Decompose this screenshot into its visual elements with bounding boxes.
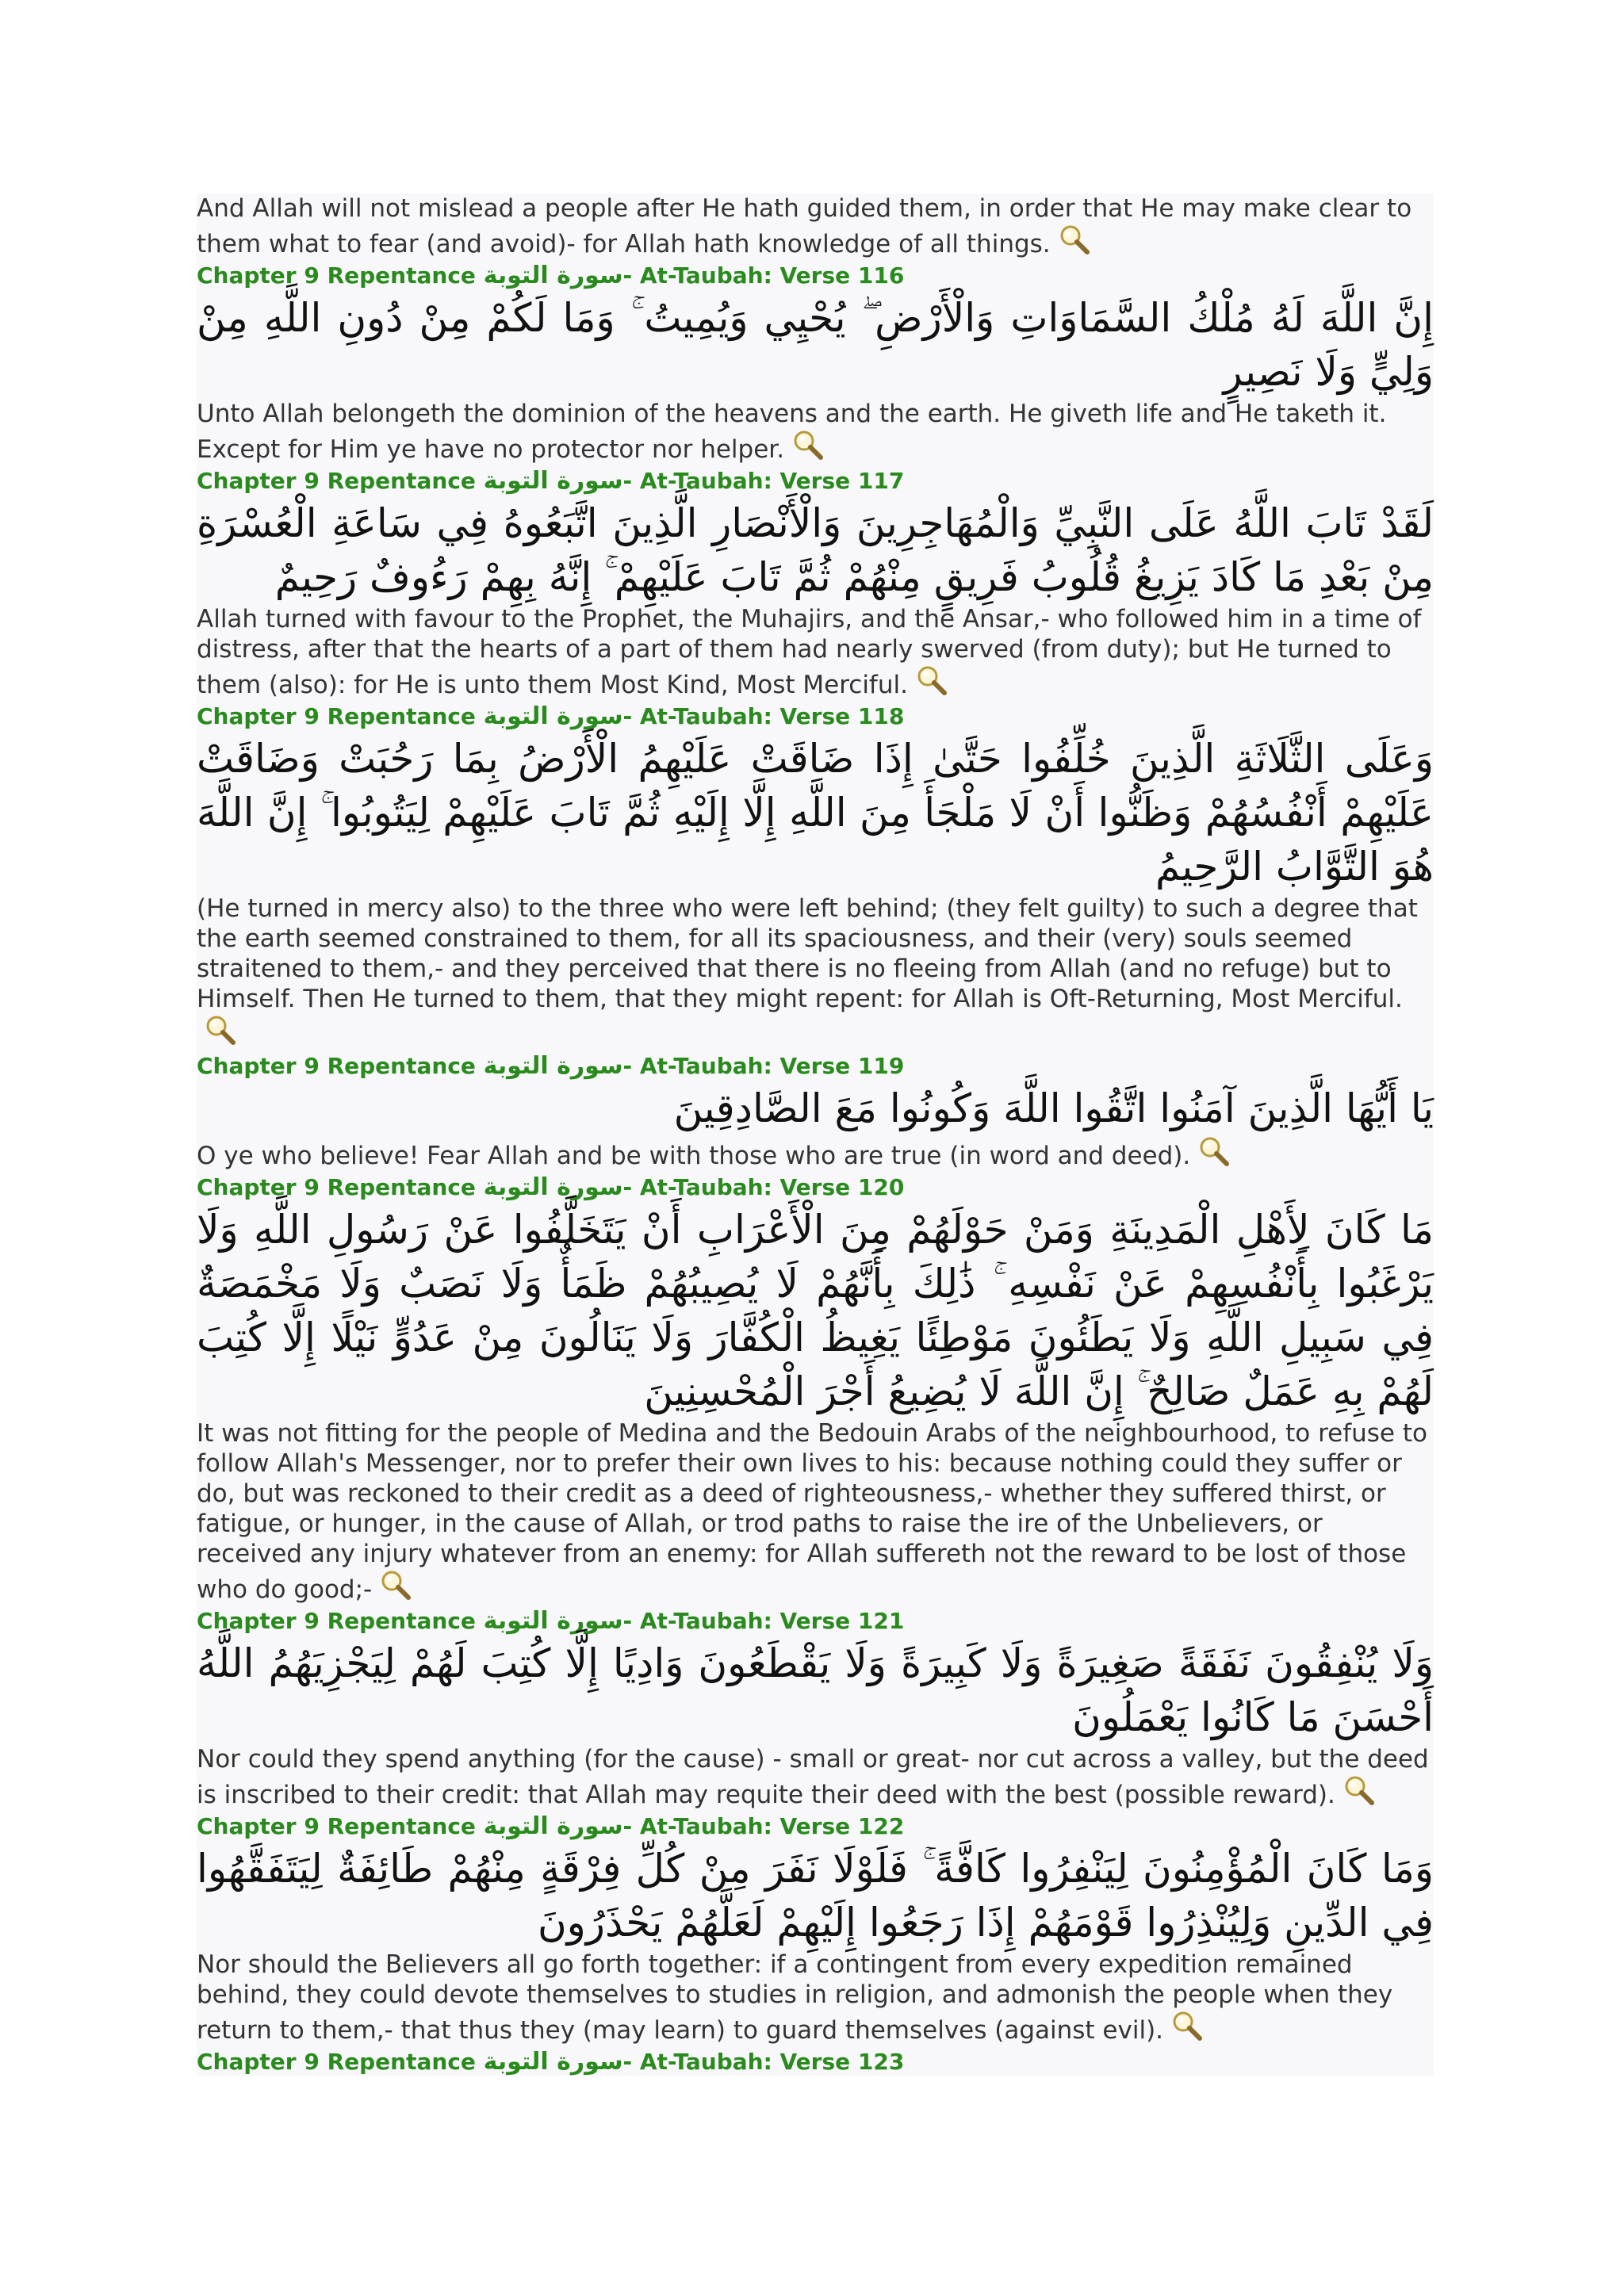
verse-number: 118 (857, 703, 905, 729)
surah-english-name: - At-Taubah: Verse (622, 1608, 851, 1634)
surah-english-name: - At-Taubah: Verse (622, 703, 851, 729)
magnifier-glyph (1171, 2010, 1203, 2042)
magnifier-icon[interactable] (205, 1014, 236, 1046)
verse-header (197, 1813, 1434, 1840)
verse-block (197, 1813, 1434, 2045)
surah-english-name: - At-Taubah: Verse (622, 262, 851, 289)
surah-english-name: - At-Taubah: Verse (622, 1174, 851, 1200)
chapter-label: Chapter 9 Repentance (197, 2049, 476, 2075)
magnifier-icon[interactable] (916, 664, 948, 696)
verse-translation (197, 1135, 1434, 1171)
intro-translation (197, 193, 1434, 259)
magnifier-icon[interactable] (1343, 1774, 1375, 1806)
verse-translation-text: Allah turned with favour to the Prophet, the Muhajirs, and the Ansar,- who followed him in a time of distress, after that the hearts of a part of them had nearly swerved (from duty); but He turned to them (also): for He is unto them Most Kind, Most Merciful. (197, 605, 1422, 699)
verse-number: 121 (857, 1608, 905, 1634)
verse-translation (197, 399, 1434, 465)
surah-english-name: - At-Taubah: Verse (622, 2049, 851, 2075)
chapter-label: Chapter 9 Repentance (197, 262, 476, 289)
verse-header (197, 1608, 1434, 1635)
surah-arabic-name: سورة التوبة (483, 2048, 623, 2076)
verse-translation (197, 894, 1434, 1050)
verse-block (197, 468, 1434, 700)
document-content (197, 193, 1434, 2076)
verse-number: 116 (857, 262, 905, 289)
magnifier-icon[interactable] (380, 1569, 412, 1601)
verse-number: 119 (857, 1053, 905, 1079)
verse-translation-text: Nor should the Believers all go forth together: if a contingent from every expedition remained behind, they could devote themselves to studies in religion, and admonish the people when they return to them,- that thus they (may learn) to guard themselves (against evil). (197, 1950, 1393, 2045)
verse-number: 122 (857, 1813, 905, 1839)
verse-header (197, 703, 1434, 730)
verse-header (197, 1174, 1434, 1201)
verse-translation-text: Unto Allah belongeth the dominion of the heavens and the earth. He giveth life and He taketh it. Except for Him ye have no protector nor helper. (197, 400, 1387, 464)
verse-number: 123 (857, 2049, 905, 2075)
verse-translation (197, 1418, 1434, 1605)
chapter-label: Chapter 9 Repentance (197, 703, 476, 729)
magnifier-glyph (205, 1014, 236, 1046)
verse-block (197, 1608, 1434, 1810)
chapter-label: Chapter 9 Repentance (197, 1174, 476, 1200)
verse-translation (197, 1744, 1434, 1810)
verse-translation-text: O ye who believe! Fear Allah and be with those who are true (in word and deed). (197, 1142, 1191, 1170)
magnifier-icon[interactable] (1171, 2010, 1203, 2042)
surah-arabic-name: سورة التوبة (483, 262, 623, 289)
magnifier-glyph (1343, 1774, 1375, 1806)
magnifier-glyph (380, 1569, 412, 1601)
magnifier-glyph (1059, 224, 1090, 255)
surah-english-name: - At-Taubah: Verse (622, 468, 851, 494)
verse-number: 120 (857, 1174, 905, 1200)
verse-translation (197, 1950, 1434, 2045)
verse-translation-text: It was not fitting for the people of Medina and the Bedouin Arabs of the neighbourhood, to refuse to follow Allah's Messenger, nor to prefer their own lives to his: because nothing could they suffer or do, but was reckoned to their credit as a deed of righteousness,- whether they suffered thirst, or fatigue, or hunger, in the cause of Allah, or trod paths to raise the ire of the Unbelievers, or received any injury whatever from an enemy: for Allah suffereth not the reward to be lost of those who do good;- (197, 1419, 1427, 1604)
verse-translation-text: (He turned in mercy also) to the three who were left behind; (they felt guilty) to such a degree that the earth seemed constrained to them, for all its spaciousness, and their (very) souls seemed straitened to them,- and they perceived that there is no fleeing from Allah (and no refuge) but to Himself. Then He turned to them, that they might repent: for Allah is Oft-Returning, Most Merciful. (197, 894, 1418, 1013)
verse-header (197, 1053, 1434, 1080)
verse-number: 117 (857, 468, 905, 494)
verse-block (197, 1174, 1434, 1605)
surah-arabic-name: سورة التوبة (483, 1052, 623, 1080)
verse-list (197, 262, 1434, 2045)
verse-header (197, 2049, 1434, 2076)
verse-translation-text: Nor could they spend anything (for the cause) - small or great- nor cut across a valley, but the deed is inscribed to their credit: that Allah may requite their deed with the best (possible reward). (197, 1745, 1429, 1809)
surah-arabic-name: سورة التوبة (483, 1812, 623, 1840)
arabic-verse: مَا كَانَ لِأَهْلِ الْمَدِينَةِ وَمَنْ حَوْلَهُمْ مِنَ الْأَعْرَابِ أَنْ يَتَخَلَّفُوا عَنْ رَسُولِ اللَّهِ وَلَا يَرْغَبُوا بِأَنْفُسِهِمْ عَنْ نَفْسِهِ ۚ ذَٰلِكَ بِأَنَّهُمْ لَا يُصِيبُهُمْ ظَمَأٌ وَلَا نَصَبٌ وَلَا مَخْمَصَةٌ فِي سَبِيلِ اللَّهِ وَلَا يَطَئُونَ مَوْطِئًا يَغِيظُ الْكُفَّارَ وَلَا يَنَالُونَ مِنْ عَدُوٍّ نَيْلًا إِلَّا كُتِبَ لَهُمْ بِهِ عَمَلٌ صَالِحٌ ۚ إِنَّ اللَّهَ لَا يُضِيعُ أَجْرَ الْمُحْسِنِينَ (197, 1207, 1434, 1414)
chapter-label: Chapter 9 Repentance (197, 1813, 476, 1839)
verse-block (197, 1053, 1434, 1171)
intro-translation-text: And Allah will not mislead a people after He hath guided them, in order that He may make clear to them what to fear (and avoid)- for Allah hath knowledge of all things. (197, 194, 1412, 258)
verse-header (197, 262, 1434, 289)
arabic-verse: لَقَدْ تَابَ اللَّهُ عَلَى النَّبِيِّ وَالْمُهَاجِرِينَ وَالْأَنْصَارِ الَّذِينَ اتَّبَعُوهُ فِي سَاعَةِ الْعُسْرَةِ مِنْ بَعْدِ مَا كَادَ يَزِيغُ قُلُوبُ فَرِيقٍ مِنْهُمْ ثُمَّ تَابَ عَلَيْهِمْ ۚ إِنَّهُ بِهِمْ رَءُوفٌ رَحِيمٌ (197, 500, 1434, 600)
verse-block (197, 262, 1434, 465)
magnifier-icon[interactable] (792, 429, 824, 461)
surah-arabic-name: سورة التوبة (483, 1173, 623, 1201)
chapter-label: Chapter 9 Repentance (197, 468, 476, 494)
surah-arabic-name: سورة التوبة (483, 467, 623, 495)
magnifier-icon[interactable] (1059, 224, 1090, 255)
magnifier-glyph (1198, 1135, 1230, 1167)
arabic-verse: وَمَا كَانَ الْمُؤْمِنُونَ لِيَنْفِرُوا كَافَّةً ۚ فَلَوْلَا نَفَرَ مِنْ كُلِّ فِرْقَةٍ مِنْهُمْ طَائِفَةٌ لِيَتَفَقَّهُوا فِي الدِّينِ وَلِيُنْذِرُوا قَوْمَهُمْ إِذَا رَجَعُوا إِلَيْهِمْ لَعَلَّهُمْ يَحْذَرُونَ (197, 1846, 1434, 1946)
magnifier-glyph (792, 429, 824, 461)
surah-arabic-name: سورة التوبة (483, 1607, 623, 1635)
verse-block (197, 703, 1434, 1050)
chapter-label: Chapter 9 Repentance (197, 1053, 476, 1079)
verse-header (197, 468, 1434, 495)
verse-translation (197, 604, 1434, 700)
magnifier-glyph (916, 664, 948, 696)
surah-arabic-name: سورة التوبة (483, 702, 623, 730)
magnifier-icon[interactable] (1198, 1135, 1230, 1167)
chapter-label: Chapter 9 Repentance (197, 1608, 476, 1634)
arabic-verse: وَعَلَى الثَّلَاثَةِ الَّذِينَ خُلِّفُوا حَتَّىٰ إِذَا ضَاقَتْ عَلَيْهِمُ الْأَرْضُ بِمَا رَحُبَتْ وَضَاقَتْ عَلَيْهِمْ أَنْفُسُهُمْ وَظَنُّوا أَنْ لَا مَلْجَأَ مِنَ اللَّهِ إِلَّا إِلَيْهِ ثُمَّ تَابَ عَلَيْهِمْ لِيَتُوبُوا ۚ إِنَّ اللَّهَ هُوَ التَّوَّابُ الرَّحِيمُ (197, 736, 1434, 890)
surah-english-name: - At-Taubah: Verse (622, 1813, 851, 1839)
arabic-verse: يَا أَيُّهَا الَّذِينَ آمَنُوا اتَّقُوا اللَّهَ وَكُونُوا مَعَ الصَّادِقِينَ (673, 1085, 1434, 1131)
arabic-verse: إِنَّ اللَّهَ لَهُ مُلْكُ السَّمَاوَاتِ وَالْأَرْضِ ۖ يُحْيِي وَيُمِيتُ ۚ وَمَا لَكُمْ مِنْ دُونِ اللَّهِ مِنْ وَلِيٍّ وَلَا نَصِيرٍ (197, 295, 1434, 395)
surah-english-name: - At-Taubah: Verse (622, 1053, 851, 1079)
arabic-verse: وَلَا يُنْفِقُونَ نَفَقَةً صَغِيرَةً وَلَا كَبِيرَةً وَلَا يَقْطَعُونَ وَادِيًا إِلَّا كُتِبَ لَهُمْ لِيَجْزِيَهُمُ اللَّهُ أَحْسَنَ مَا كَانُوا يَعْمَلُونَ (197, 1640, 1434, 1740)
